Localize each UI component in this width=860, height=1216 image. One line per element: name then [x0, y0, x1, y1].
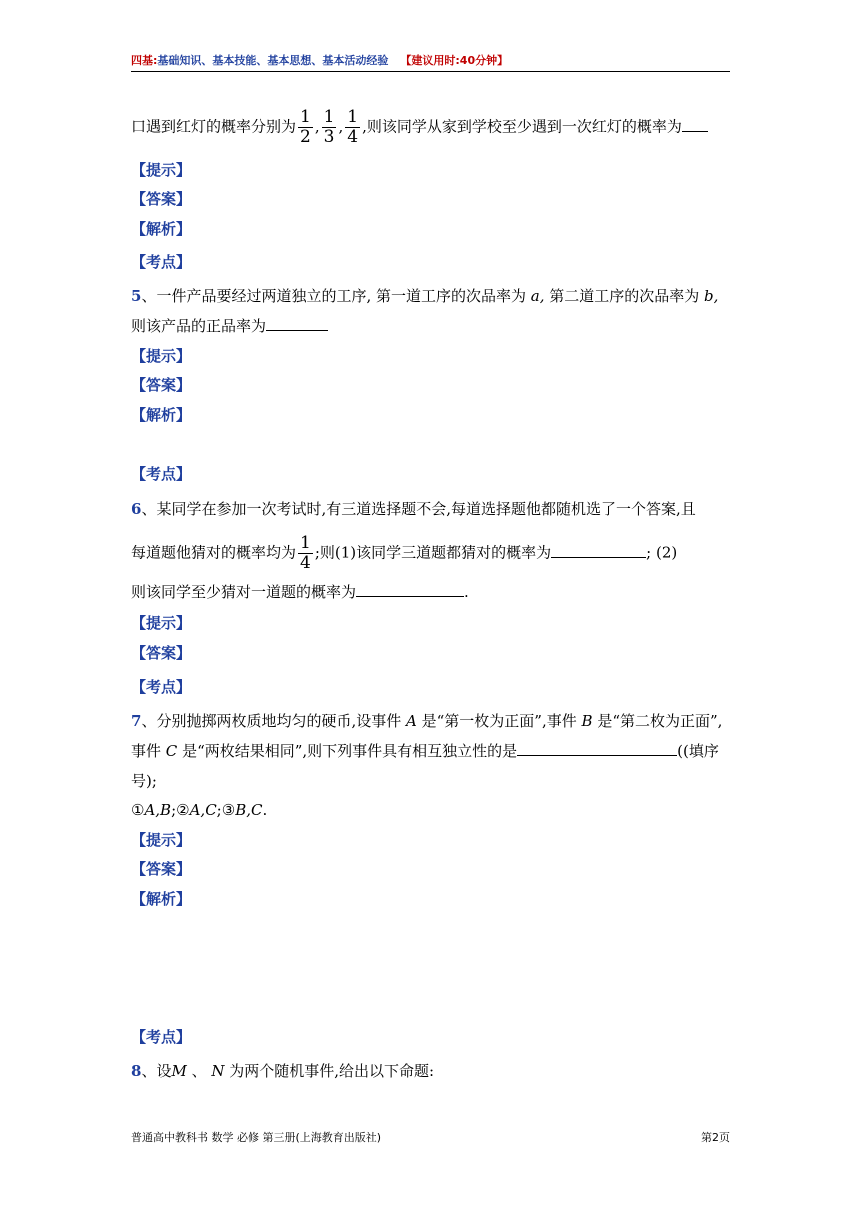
header-tip: 【建议用时:40分钟】: [400, 54, 509, 67]
q7-answer-label: 【答案】: [131, 860, 192, 878]
answer-blank: [551, 543, 646, 558]
q7-analysis-label: 【解析】: [131, 890, 192, 908]
answer-blank: [356, 582, 464, 597]
answer-blank: [266, 316, 328, 331]
q6-point-label: 【考点】: [131, 678, 192, 696]
q7-text-line3: 号);: [131, 772, 157, 790]
header-divider: [131, 71, 730, 72]
q6-text-line2: 每道题他猜对的概率均为 $\frac{1}{4}$ ;则(1)该同学三道题都猜对的概率为 ; (2): [131, 533, 678, 573]
q4-answer-label: 【答案】: [131, 190, 192, 208]
q7-text: 7、分别抛掷两枚质地均匀的硬币,设事件 A 是“第一枚为正面”,事件 B 是“第二枚为正面”,: [131, 712, 723, 730]
q4-text: 口遇到红灯的概率分别为 $\frac{1}{2}$ , $\frac{1}{3}$ , $\frac{1}{4}$ ,则该同学从家到学校至少遇到一次红灯的概率为: [131, 108, 731, 147]
q6-text-line3: 则该同学至少猜对一道题的概率为 .: [131, 583, 469, 601]
header-prefix: 四基:: [131, 54, 158, 67]
header-items: 基础知识、基本技能、基本思想、基本活动经验: [157, 54, 389, 67]
fraction: $\frac{1}{2}$: [300, 107, 311, 147]
question-number: 8: [131, 1062, 142, 1080]
footer-page-number: 第2页: [701, 1131, 730, 1144]
q6-hint-label: 【提示】: [131, 614, 192, 632]
q4-point-label: 【考点】: [131, 253, 192, 271]
q5-text: 5、一件产品要经过两道独立的工序, 第一道工序的次品率为 a, 第二道工序的次品率为 b,: [131, 287, 719, 305]
q7-options: ①A,B;②A,C;③B,C.: [131, 801, 268, 819]
q7-hint-label: 【提示】: [131, 831, 192, 849]
question-number: 5: [131, 287, 142, 305]
q7-text-line2: 事件 C 是“两枚结果相同”,则下列事件具有相互独立性的是 ((填序: [131, 742, 719, 760]
q8-text: 8、设M 、 N 为两个随机事件,给出以下命题:: [131, 1062, 435, 1080]
q5-point-label: 【考点】: [131, 465, 192, 483]
q7-point-label: 【考点】: [131, 1028, 192, 1046]
answer-blank: [682, 117, 708, 132]
fraction: $\frac{1}{3}$: [323, 107, 335, 147]
footer-book: 普通高中教科书 数学 必修 第三册(上海教育出版社): [131, 1131, 382, 1144]
question-number: 6: [131, 500, 142, 518]
q4-analysis-label: 【解析】: [131, 220, 192, 238]
fraction: $\frac{1}{4}$: [300, 533, 311, 573]
answer-blank: [517, 741, 677, 756]
q4-hint-label: 【提示】: [131, 161, 192, 179]
q5-hint-label: 【提示】: [131, 347, 192, 365]
q6-text: 6、某同学在参加一次考试时,有三道选择题不会,每道选择题他都随机选了一个答案,且: [131, 500, 696, 518]
page-header: [131, 52, 730, 68]
q6-answer-label: 【答案】: [131, 644, 192, 662]
q5-answer-label: 【答案】: [131, 376, 192, 394]
q5-analysis-label: 【解析】: [131, 406, 192, 424]
q5-text-line2: 则该产品的正品率为: [131, 316, 731, 336]
fraction: $\frac{1}{4}$: [347, 107, 359, 147]
question-number: 7: [131, 712, 142, 730]
